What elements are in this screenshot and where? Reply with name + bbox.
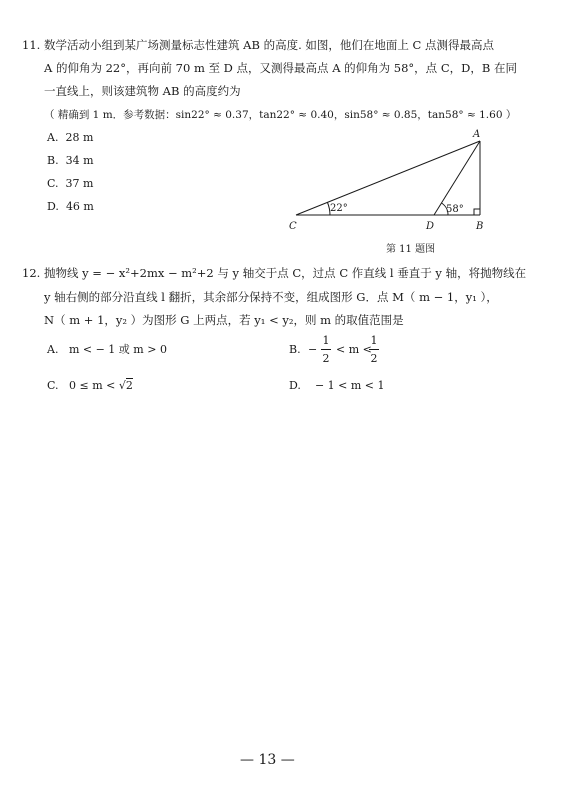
q12-line-3: N（ m + 1，y₂ ）为图形 G 上两点，若 y₁ < y₂，则 m 的取值范围是 (44, 313, 404, 327)
q12-option-b-minus: − (308, 343, 318, 356)
option-letter: B. (47, 154, 59, 167)
option-text: 46 m (65, 200, 94, 213)
q11-option-a (47, 131, 93, 145)
q11-line-1: 数学活动小组到某广场测量标志性建筑 AB 的高度. 如图，他们在地面上 C 点测得最高点 (44, 38, 494, 52)
option-letter: A. (47, 343, 59, 356)
q11-option-c (47, 177, 93, 191)
angle-d-label: 58° (446, 204, 464, 215)
q11-triangle-figure (280, 125, 500, 255)
option-text: m < − 1 或 m > 0 (68, 343, 167, 356)
figure-label-b: B (476, 221, 484, 232)
q12-line-1: 抛物线 y = − x²+2mx − m²+2 与 y 轴交于点 C，过点 C 作直线 l 垂直于 y 轴，将抛物线在 (44, 266, 527, 280)
page-number: — 13 — (240, 752, 295, 768)
fraction-bar (321, 349, 331, 350)
option-letter: D. (47, 200, 59, 213)
q11-line-2: A 的仰角为 22°，再向前 70 m 至 D 点，又测得最高点 A 的仰角为 58°，点 C，D，B 在同 (44, 61, 517, 75)
q12-option-c (47, 379, 133, 393)
q12-option-a (47, 343, 167, 357)
right-angle-mark (474, 209, 480, 215)
figure-label-c: C (289, 221, 297, 232)
q12-option-b-letter: B. (289, 343, 301, 356)
option-letter: C. (47, 177, 59, 190)
option-letter: D. (289, 379, 301, 392)
q12-option-b-middle: < m < (336, 343, 372, 356)
q11-reference-data: （ 精确到 1 m．参考数据：sin22° ≈ 0.37，tan22° ≈ 0.40，sin58° ≈ 0.85，tan58° ≈ 1.60 ） (44, 109, 517, 121)
q12-number: 12. (22, 266, 41, 280)
q11-line-3: 一直线上，则该建筑物 AB 的高度约为 (44, 84, 241, 98)
option-letter: C. (47, 379, 59, 392)
option-letter: A. (47, 131, 59, 144)
option-text: 37 m (65, 177, 94, 190)
fraction-numerator: 1 (370, 334, 378, 347)
figure-caption: 第 11 题图 (386, 244, 436, 255)
q12-option-d (289, 379, 385, 393)
option-text: 28 m (65, 131, 94, 144)
fraction-denominator: 2 (322, 352, 330, 365)
sqrt-symbol: √ (118, 379, 126, 392)
q11-option-b (47, 154, 94, 168)
figure-label-d: D (426, 221, 435, 232)
q11-number: 11. (22, 38, 41, 52)
option-text: 34 m (65, 154, 94, 167)
q11-option-d (47, 200, 94, 214)
option-text: − 1 < m < 1 (314, 379, 385, 392)
option-text: 0 ≤ m < (69, 379, 116, 392)
sqrt-argument: 2 (125, 379, 133, 392)
figure-label-a: A (473, 129, 481, 140)
angle-c-label: 22° (330, 203, 348, 214)
fraction-bar (369, 349, 379, 350)
q12-line-2: y 轴右侧的部分沿直线 l 翻折，其余部分保持不变，组成图形 G．点 M（ m − 1，y₁ ）， (44, 290, 498, 304)
fraction-denominator: 2 (370, 352, 378, 365)
fraction-numerator: 1 (322, 334, 330, 347)
